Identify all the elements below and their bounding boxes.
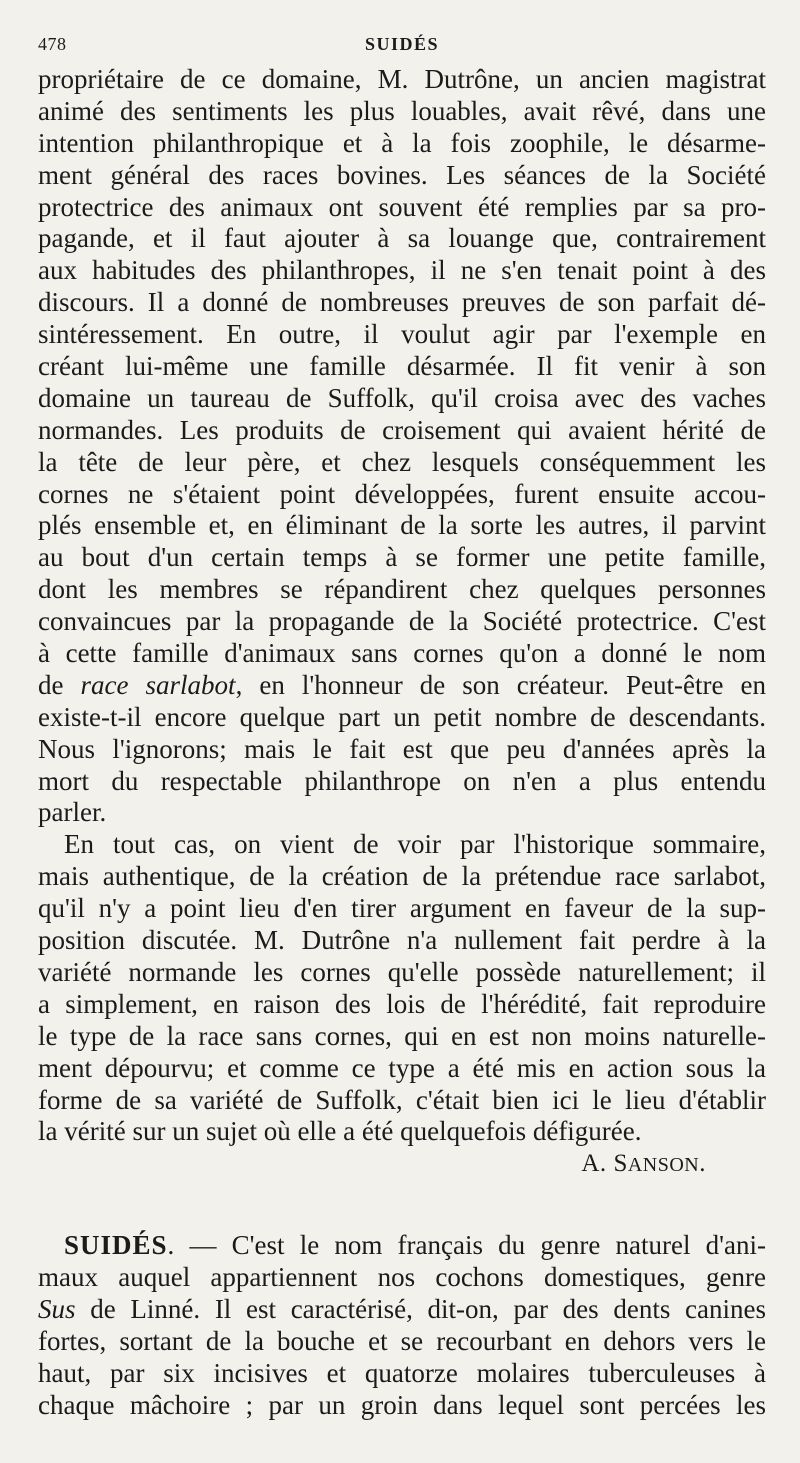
author-signature bbox=[38, 1148, 766, 1180]
text-line: maux auquel appartiennent nos cochons domestiques, genre bbox=[38, 1262, 766, 1293]
signature-name-rest: ANSON bbox=[627, 1154, 700, 1177]
text-line: domaine un taureau de Suffolk, qu'il croisa avec des vaches bbox=[38, 382, 766, 413]
text-line: protectrice des animaux ont souvent été remplies par sa pro- bbox=[38, 191, 766, 222]
text-line: a simplement, en raison des lois de l'hérédité, fait reproduire bbox=[38, 988, 766, 1019]
text-line: dont les membres se répandirent chez quelques personnes bbox=[38, 574, 766, 605]
text-line: position discutée. M. Dutrône n'a nullement fait perdre à la bbox=[38, 925, 766, 956]
text-line: aux habitudes des philanthropes, il ne s'en tenait point à des bbox=[38, 255, 766, 286]
text-line: à cette famille d'animaux sans cornes qu'on a donné le nom bbox=[38, 638, 766, 669]
genus-name-italic: Sus bbox=[38, 1293, 76, 1324]
text-line: En tout cas, on vient de voir par l'historique sommaire, bbox=[64, 829, 766, 860]
text-line-race-name bbox=[38, 670, 766, 702]
text-line: existe-t-il encore quelque part un petit nombre de descendants. bbox=[38, 701, 766, 732]
text-line: parler. bbox=[38, 797, 107, 828]
text-line: au bout d'un certain temps à se former une petite famille, bbox=[38, 542, 766, 573]
signature-trail: . bbox=[699, 1150, 706, 1178]
section-gap bbox=[38, 1180, 766, 1230]
text-line: sintéressement. En outre, il voulut agir par l'exemple en bbox=[38, 319, 766, 350]
text-line: qu'il n'y a point lieu d'en tirer argument en faveur de la sup- bbox=[38, 893, 766, 924]
text-line: intention philanthropique et à la fois zoophile, le désarme- bbox=[38, 127, 766, 158]
text-line: chaque mâchoire ; par un groin dans lequel sont percées les bbox=[38, 1389, 766, 1420]
paragraph-conclusion bbox=[38, 829, 766, 1148]
text-line: convaincues par la propagande de la Société protectrice. C'est bbox=[38, 606, 766, 637]
text-fragment: . — C'est le nom français du genre naturel d'ani- bbox=[167, 1230, 766, 1261]
text-line: créant lui-même une famille désarmée. Il fit venir à son bbox=[38, 351, 766, 382]
text-line: normandes. Les produits de croisement qui avaient hérité de bbox=[38, 414, 766, 445]
running-head bbox=[38, 30, 766, 64]
text-line: Nous l'ignorons; mais le fait est que peu d'années après la bbox=[38, 733, 766, 764]
entry-suides bbox=[38, 1230, 766, 1421]
page-number: 478 bbox=[38, 34, 67, 54]
race-name-italic: race sarlabot bbox=[80, 669, 236, 700]
entry-first-line bbox=[38, 1230, 766, 1262]
text-fragment: , en l'honneur de son créateur. Peut-être en bbox=[235, 669, 767, 700]
paragraph-sarlabot bbox=[38, 64, 766, 829]
text-line: la vérité sur un sujet où elle a été quelquefois défigurée. bbox=[38, 1116, 642, 1147]
text-line: mort du respectable philanthrope on n'en a plus entendu bbox=[38, 765, 766, 796]
text-fragment: de bbox=[38, 669, 81, 700]
entry-headword: SUIDÉS bbox=[64, 1230, 168, 1261]
running-title: SUIDÉS bbox=[364, 34, 440, 54]
text-line: la tête de leur père, et chez lesquels conséquemment les bbox=[38, 446, 766, 477]
text-fragment: de Linné. Il est caractérisé, dit-on, par des dents canines bbox=[75, 1293, 766, 1324]
text-line: cornes ne s'étaient point développées, furent ensuite accou- bbox=[38, 478, 766, 509]
text-line: fortes, sortant de la bouche et se recourbant en dehors vers le bbox=[38, 1325, 766, 1356]
text-line: le type de la race sans cornes, qui en est non moins naturelle- bbox=[38, 1020, 766, 1051]
text-line: haut, par six incisives et quatorze molaires tuberculeuses à bbox=[38, 1357, 766, 1388]
text-line: mais authentique, de la création de la prétendue race sarlabot, bbox=[38, 861, 766, 892]
text-line: discours. Il a donné de nombreuses preuves de son parfait dé- bbox=[38, 287, 766, 318]
signature-initial: A. bbox=[581, 1150, 614, 1178]
signature-name-first: S bbox=[613, 1150, 628, 1178]
text-line: ment dépourvu; et comme ce type a été mis en action sous la bbox=[38, 1052, 766, 1083]
text-line: forme de sa variété de Suffolk, c'était bien ici le lieu d'établir bbox=[38, 1084, 766, 1115]
text-line: ment général des races bovines. Les séances de la Société bbox=[38, 159, 766, 190]
text-line: plés ensemble et, en éliminant de la sorte les autres, il parvint bbox=[38, 510, 766, 541]
text-line: propriétaire de ce domaine, M. Dutrône, un ancien magistrat bbox=[38, 64, 766, 94]
text-line: animé des sentiments les plus louables, avait rêvé, dans une bbox=[38, 95, 766, 126]
text-line: pagande, et il faut ajouter à sa louange que, contrairement bbox=[38, 223, 766, 254]
text-line-genus bbox=[38, 1294, 766, 1326]
text-line: variété normande les cornes qu'elle possède naturellement; il bbox=[38, 956, 766, 987]
